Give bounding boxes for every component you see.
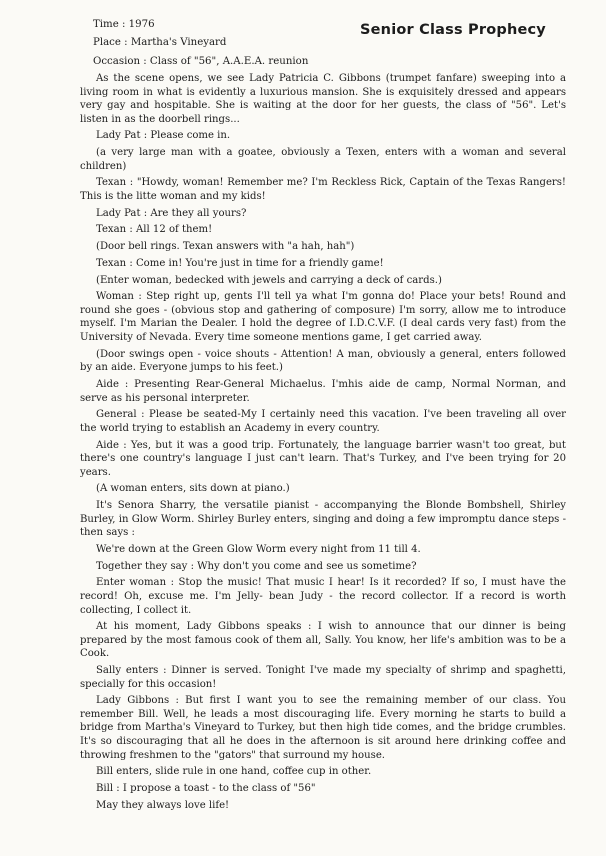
occasion-line: Occasion : Class of "56", A.A.E.A. reunion bbox=[93, 55, 309, 67]
paragraph: Lady Pat : Please come in. bbox=[96, 130, 231, 142]
paragraph: (A woman enters, sits down at piano.) bbox=[96, 483, 290, 495]
paragraph: Aide : Yes, but it was a good trip. Fortunately, the language barrier wasn't too great, but there's one country's language I just can't learn. That's Turkey, and I've been trying for 20 years. bbox=[80, 439, 566, 478]
paragraph: (Door bell rings. Texan answers with "a hah, hah") bbox=[96, 241, 355, 253]
scene-details bbox=[93, 16, 308, 71]
paragraph: Lady Pat : Are they all yours? bbox=[96, 207, 247, 219]
paragraph: Bill : I propose a toast - to the class of "56" bbox=[96, 783, 316, 795]
paragraph: (Enter woman, bedecked with jewels and carrying a deck of cards.) bbox=[96, 274, 442, 286]
paragraph: Woman : Step right up, gents I'll tell ya what I'm gonna do! Place your bets! Round and round she goes - (obvious stop and gathering of composure) I'm sorry, allow me to introduce myself. I'm Marian the Dealer. I hold the degree of I.D.C.V.F. (I deal cards very fast) from the University of Nevada. Every time someone mentions game, I get carried away. bbox=[80, 291, 566, 343]
paragraph: Bill enters, slide rule in one hand, coffee cup in other. bbox=[96, 766, 372, 778]
time-line: Time : 1976 bbox=[93, 19, 155, 30]
paragraph: It's Senora Sharry, the versatile pianist - accompanying the Blonde Bombshell, Shirley Burley, in Glow Worm. Shirley Burley enters, singing and doing a few impromptu dance steps - then says : bbox=[80, 500, 566, 539]
paragraph: At his moment, Lady Gibbons speaks : I wish to announce that our dinner is being prepared by the most famous cook of them all, Sally. You know, her life's ambition was to be a Cook. bbox=[80, 621, 566, 660]
paragraph: Sally enters : Dinner is served. Tonight I've made my specialty of shrimp and spaghetti, specially for this occasion! bbox=[80, 665, 566, 690]
place-line: Place : Martha's Vineyard bbox=[93, 37, 227, 49]
paragraph: Texan : All 12 of them! bbox=[96, 224, 213, 236]
paragraph: Aide : Presenting Rear-General Michaelus. I'mhis aide de camp, Normal Norman, and serve as his personal interpreter. bbox=[80, 379, 566, 404]
paragraph: (a very large man with a goatee, obviously a Texen, enters with a woman and several children) bbox=[80, 147, 566, 172]
paragraph: We're down at the Green Glow Worm every night from 11 till 4. bbox=[96, 543, 421, 555]
page-title: Senior Class Prophecy bbox=[360, 22, 546, 38]
paragraph: As the scene opens, we see Lady Patricia C. Gibbons (trumpet fanfare) sweeping into a living room in what is evidently a luxurious mansion. She is exquisitely dressed and appears very gay and hospitable. She is waiting at the door for her guests, the class of "56". Let's listen in as the doorbell rings... bbox=[80, 73, 566, 125]
paragraph: General : Please be seated-My I certainly need this vacation. I've been traveling all over the world trying to establish an Academy in every country. bbox=[80, 409, 566, 434]
paragraph: Together they say : Why don't you come and see us sometime? bbox=[96, 560, 417, 572]
paragraph: Lady Gibbons : But first I want you to see the remaining member of our class. You remember Bill. Well, he leads a most discouraging life. Every morning he starts to build a bridge from Martha's Vineyard to Turkey, but then high tide comes, and the bridge crumbles. It's so discouraging that all he does in the afternoon is sit around here drinking coffee and throwing freshmen to the "gators" that surround my house. bbox=[80, 695, 566, 761]
paragraph: May they always love life! bbox=[96, 799, 230, 811]
paragraph: Enter woman : Stop the music! That music I hear! Is it recorded? If so, I must have the record! Oh, excuse me. I'm Jelly- bean Judy - the record collector. If a record is worth collecting, I collect it. bbox=[80, 577, 566, 616]
paragraph: (Door swings open - voice shouts - Attention! A man, obviously a general, enters followed by an aide. Everyone jumps to his feet.) bbox=[80, 348, 566, 374]
prophecy-body bbox=[80, 72, 566, 815]
paragraph: Texan : Come in! You're just in time for a friendly game! bbox=[96, 257, 384, 269]
paragraph: Texan : "Howdy, woman! Remember me? I'm Reckless Rick, Captain of the Texas Rangers! This is the litte woman and my kids! bbox=[80, 177, 566, 202]
